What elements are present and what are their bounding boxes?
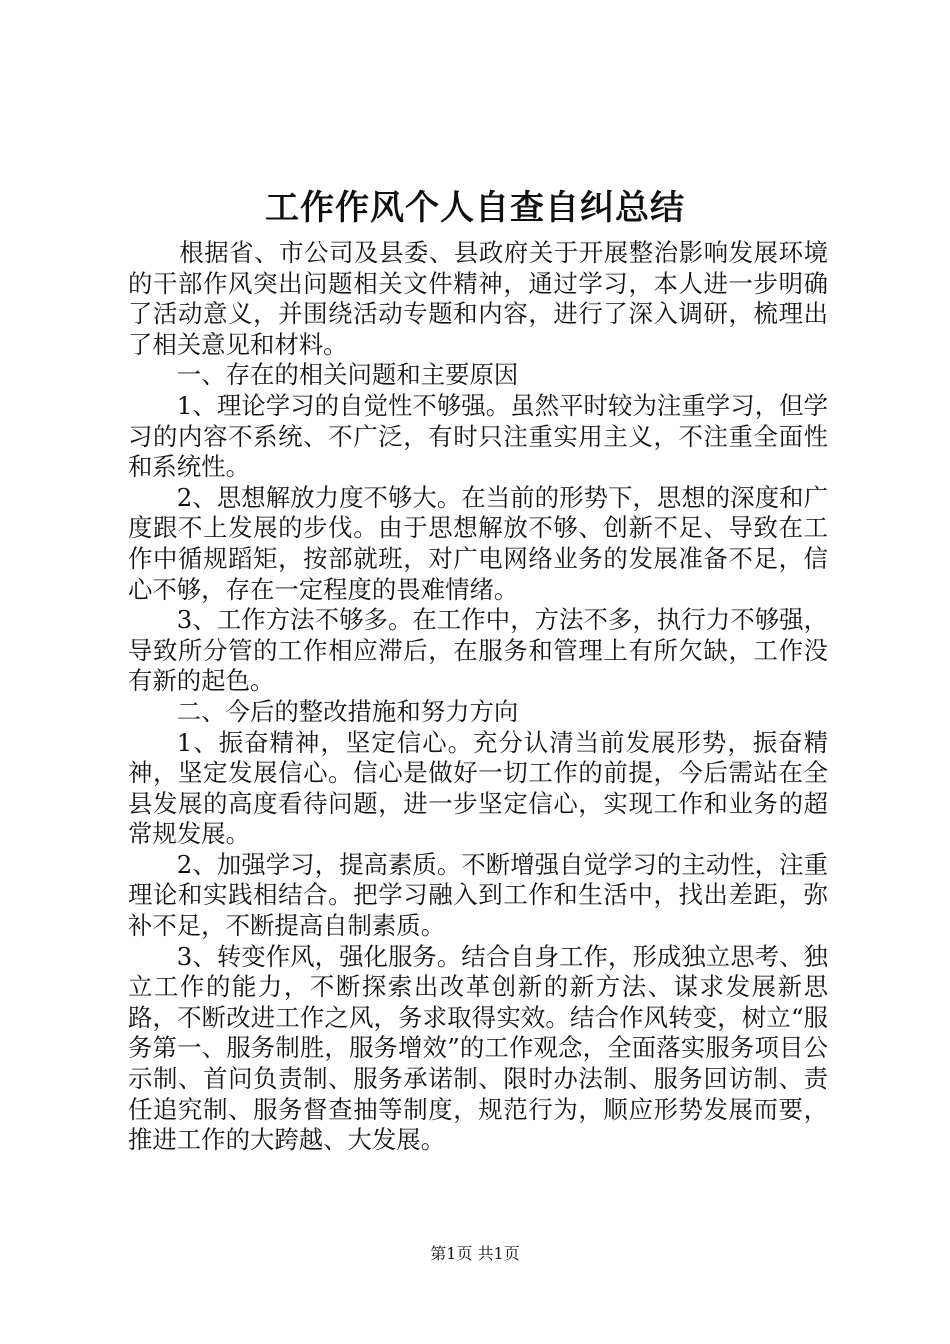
section-heading-measures: 二、今后的整改措施和努力方向 — [176, 696, 519, 726]
intro-paragraph: 根据省、市公司及县委、县政府关于开展整治影响发展环境的干部作风突出问题相关文件精神，通过学习，本人进一步明确了活动意义，并围绕活动专题和内容，进行了深入调研，梳理出了相关意见和材料。 — [128, 238, 828, 359]
problem-item-2: 2、思想解放力度不够大。在当前的形势下，思想的深度和广度跟不上发展的步伐。由于思想解放不够、创新不足、导致在工作中循规蹈矩，按部就班，对广电网络业务的发展准备不足，信心不够，存在一定程度的畏难情绪。 — [128, 482, 828, 604]
measure-item-3: 3、转变作风，强化服务。结合自身工作，形成独立思考、独立工作的能力，不断探索出改革创新的新方法、谋求发展新思路，不断改进工作之风，务求取得实效。结合作风转变，树立“服务第一、服务制胜，服务增效”的工作观念，全面落实服务项目公示制、首问负责制、服务承诺制、限时办法制、服务回访制、责任追究制、服务督查抽等制度，规范行为，顺应形势发展而要，推进工作的大跨越、大发展。 — [128, 941, 828, 1155]
section-heading-problems: 一、存在的相关问题和主要原因 — [176, 360, 519, 390]
problem-item-1: 1、理论学习的自觉性不够强。虽然平时较为注重学习，但学习的内容不系统、不广泛，有时只注重实用主义，不注重全面性和系统性。 — [128, 390, 828, 482]
measure-item-1: 1、振奋精神，坚定信心。充分认清当前发展形势，振奋精神，坚定发展信心。信心是做好一切工作的前提，今后需站在全县发展的高度看待问题，进一步坚定信心，实现工作和业务的超常规发展。 — [128, 727, 828, 849]
page-total: 共1页 — [477, 1244, 520, 1263]
problem-item-3: 3、工作方法不够多。在工作中，方法不多，执行力不够强，导致所分管的工作相应滞后，在服务和管理上有所欠缺，工作没有新的起色。 — [128, 605, 828, 696]
page-footer — [0, 1243, 950, 1265]
page-number: 第1页 — [430, 1244, 473, 1263]
document-body — [128, 238, 828, 1156]
measure-item-2: 2、加强学习，提高素质。不断增强自觉学习的主动性，注重理论和实践相结合。把学习融入到工作和生活中，找出差距，弥补不足，不断提高自制素质。 — [128, 849, 828, 941]
document-title: 工作作风个人自查自纠总结 — [265, 188, 685, 228]
